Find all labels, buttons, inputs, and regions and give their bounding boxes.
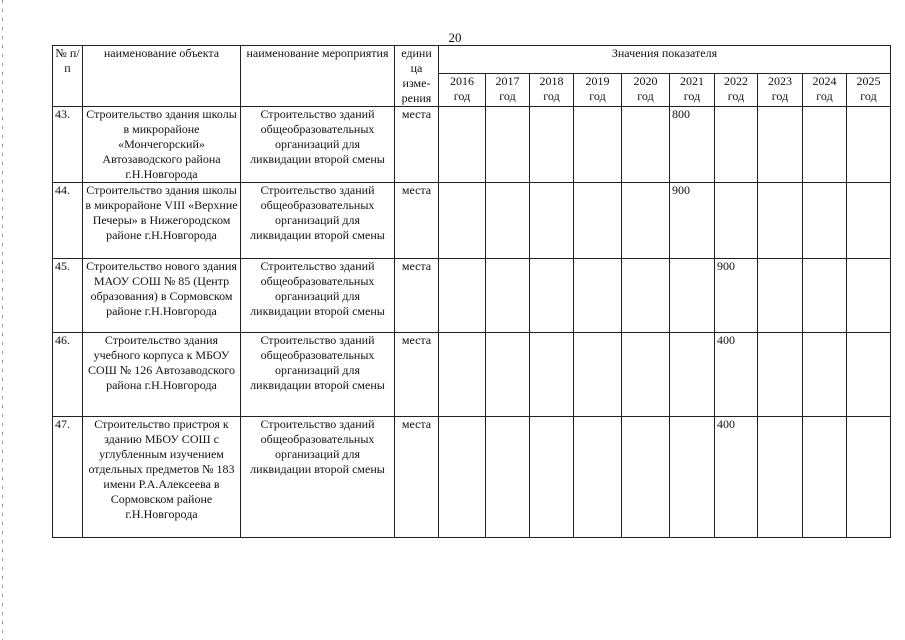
row-value-cell bbox=[622, 417, 670, 538]
row-value-cell bbox=[622, 259, 670, 333]
header-num: № п/п bbox=[53, 46, 83, 107]
row-value-cell bbox=[803, 107, 847, 183]
row-value-cell bbox=[670, 259, 715, 333]
header-year: 2022 год bbox=[715, 74, 758, 107]
row-value-cell bbox=[574, 183, 622, 259]
row-value-cell bbox=[847, 107, 891, 183]
row-value-cell bbox=[486, 333, 530, 417]
row-value-cell bbox=[530, 333, 574, 417]
scan-edge-line bbox=[2, 0, 3, 640]
row-value-cell bbox=[622, 183, 670, 259]
row-unit: места bbox=[395, 259, 439, 333]
header-year: 2016 год bbox=[439, 74, 486, 107]
row-unit: места bbox=[395, 107, 439, 183]
row-value-cell bbox=[439, 107, 486, 183]
row-value-cell bbox=[439, 417, 486, 538]
row-value-cell bbox=[622, 333, 670, 417]
row-object-name: Строительство нового здания МАОУ СОШ № 85 (Центр образования) в Сормовском районе г.Н.Новгорода bbox=[83, 259, 241, 333]
header-year: 2018 год bbox=[530, 74, 574, 107]
row-unit: места bbox=[395, 417, 439, 538]
row-value-cell bbox=[670, 417, 715, 538]
row-value-cell bbox=[486, 417, 530, 538]
row-value-cell bbox=[670, 333, 715, 417]
row-value-cell bbox=[622, 107, 670, 183]
row-value-cell bbox=[758, 107, 803, 183]
row-value-cell bbox=[847, 183, 891, 259]
row-measure-name: Строительство зданий общеобразовательных организаций для ликвидации второй смены bbox=[241, 183, 395, 259]
row-value-cell bbox=[715, 183, 758, 259]
row-number: 45. bbox=[53, 259, 83, 333]
header-measure: наименование мероприятия bbox=[241, 46, 395, 107]
row-value-cell bbox=[574, 107, 622, 183]
row-value-cell bbox=[847, 417, 891, 538]
page-number: 20 bbox=[448, 30, 462, 45]
header-year: 2021 год bbox=[670, 74, 715, 107]
row-value-cell: 900 bbox=[670, 183, 715, 259]
row-value-cell bbox=[439, 333, 486, 417]
row-value-cell bbox=[847, 259, 891, 333]
row-number: 47. bbox=[53, 417, 83, 538]
row-value-cell bbox=[486, 259, 530, 333]
row-unit: места bbox=[395, 333, 439, 417]
row-number: 44. bbox=[53, 183, 83, 259]
row-value-cell bbox=[803, 417, 847, 538]
row-value-cell bbox=[803, 333, 847, 417]
row-value-cell: 800 bbox=[670, 107, 715, 183]
row-value-cell bbox=[439, 259, 486, 333]
table-row bbox=[53, 333, 891, 417]
row-value-cell: 400 bbox=[715, 417, 758, 538]
row-value-cell bbox=[758, 333, 803, 417]
header-values-group: Значения показателя bbox=[439, 46, 891, 74]
row-value-cell: 900 bbox=[715, 259, 758, 333]
table-row bbox=[53, 259, 891, 333]
row-value-cell bbox=[803, 259, 847, 333]
header-year: 2023 год bbox=[758, 74, 803, 107]
row-value-cell bbox=[574, 259, 622, 333]
row-value-cell bbox=[758, 259, 803, 333]
row-value-cell bbox=[847, 333, 891, 417]
row-measure-name: Строительство зданий общеобразовательных организаций для ликвидации второй смены bbox=[241, 417, 395, 538]
table-row bbox=[53, 107, 891, 183]
row-value-cell bbox=[530, 107, 574, 183]
row-value-cell bbox=[574, 417, 622, 538]
row-measure-name: Строительство зданий общеобразовательных организаций для ликвидации второй смены bbox=[241, 107, 395, 183]
row-value-cell bbox=[530, 183, 574, 259]
row-value-cell bbox=[530, 259, 574, 333]
row-value-cell bbox=[715, 107, 758, 183]
header-year: 2019 год bbox=[574, 74, 622, 107]
row-value-cell bbox=[758, 183, 803, 259]
row-value-cell bbox=[530, 417, 574, 538]
row-number: 46. bbox=[53, 333, 83, 417]
header-year: 2017 год bbox=[486, 74, 530, 107]
row-value-cell bbox=[486, 107, 530, 183]
row-object-name: Строительство здания учебного корпуса к МБОУ СОШ № 126 Автозаводского района г.Н.Новгорода bbox=[83, 333, 241, 417]
row-object-name: Строительство здания школы в микрорайоне VIII «Верхние Печеры» в Нижегородском районе г.Н.Новгорода bbox=[83, 183, 241, 259]
row-value-cell bbox=[439, 183, 486, 259]
row-value-cell bbox=[803, 183, 847, 259]
table-row bbox=[53, 417, 891, 538]
row-measure-name: Строительство зданий общеобразовательных организаций для ликвидации второй смены bbox=[241, 333, 395, 417]
row-object-name: Строительство здания школы в микрорайоне «Мончегорский» Автозаводского района г.Н.Новгорода bbox=[83, 107, 241, 183]
row-value-cell: 400 bbox=[715, 333, 758, 417]
header-object: наименование объекта bbox=[83, 46, 241, 107]
row-value-cell bbox=[758, 417, 803, 538]
header-unit: едини ца изме- рения bbox=[395, 46, 439, 107]
row-value-cell bbox=[574, 333, 622, 417]
indicators-table bbox=[52, 45, 891, 538]
header-year: 2024 год bbox=[803, 74, 847, 107]
row-object-name: Строительство пристроя к зданию МБОУ СОШ с углубленным изучением отдельных предметов № 183 имени Р.А.Алексеева в Сормовском районе г.Н.Новгорода bbox=[83, 417, 241, 538]
row-value-cell bbox=[486, 183, 530, 259]
table-row bbox=[53, 183, 891, 259]
header-year: 2025 год bbox=[847, 74, 891, 107]
row-number: 43. bbox=[53, 107, 83, 183]
header-year: 2020 год bbox=[622, 74, 670, 107]
row-measure-name: Строительство зданий общеобразовательных организаций для ликвидации второй смены bbox=[241, 259, 395, 333]
row-unit: места bbox=[395, 183, 439, 259]
